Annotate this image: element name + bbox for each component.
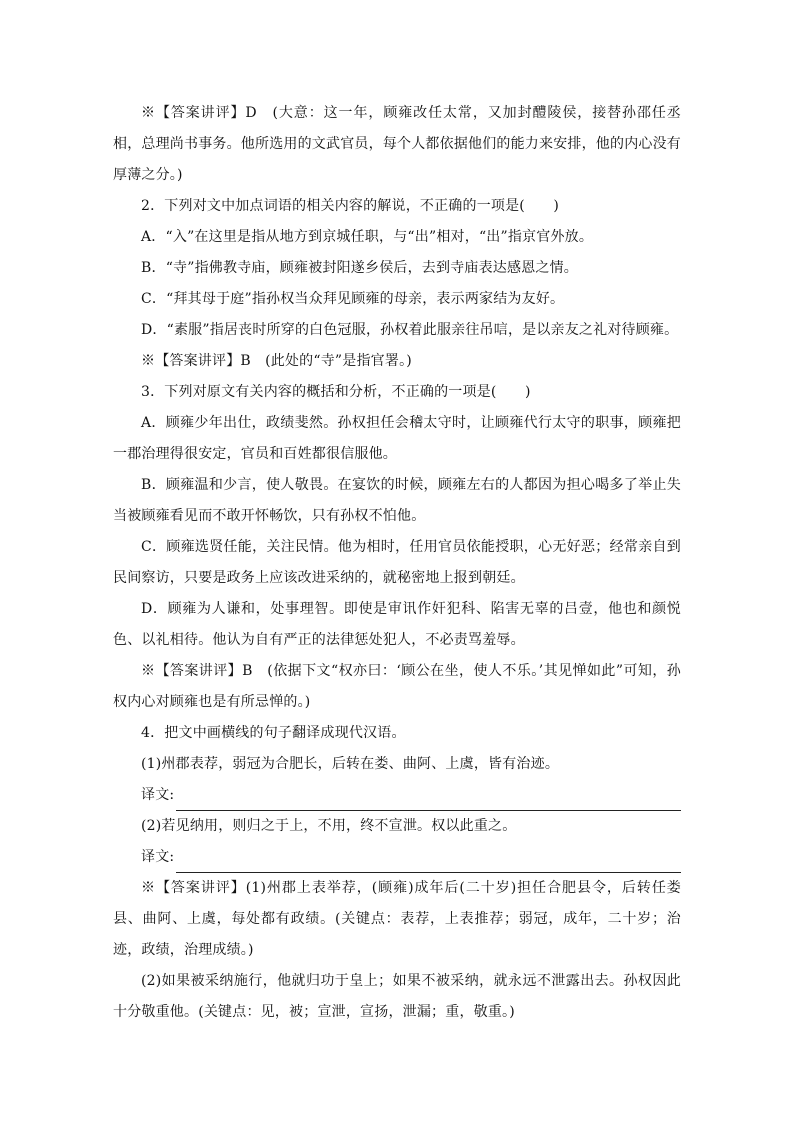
answer-explanation-2: ※【答案讲评】B (此处的“寺”是指官署。): [141, 353, 412, 369]
question-3: 3．下列对原文有关内容的概括和分析，不正确的一项是( ): [141, 384, 531, 400]
q3-option-c: C．顾雍选贤任能，关注民情。他为相时，任用官员依能授职，心无好恶；经常亲自到民间察访，只要是政务上应该改进采纳的，就秘密地上报到朝廷。: [113, 539, 681, 586]
answer-underline: [176, 850, 681, 873]
answer-underline: [176, 788, 681, 811]
answer-explanation-4-part2: (2)如果被采纳施行，他就归功于皇上；如果不被采纳，就永远不泄露出去。孙权因此十分敬重他。(关键点：见，被；宣泄，宣扬，泄漏；重，敬重。): [113, 973, 681, 1020]
answer-explanation-3: ※【答案讲评】B (依据下文“权亦曰：‘顾公在坐，使人不乐。’其见惮如此”可知，孙权内心对顾雍也是有所忌惮的。): [113, 663, 681, 710]
q2-option-a: A．“入”在这里是指从地方到京城任职，与“出”相对，“出”指京官外放。: [141, 229, 594, 245]
question-4: 4．把文中画横线的句子翻译成现代汉语。: [141, 725, 406, 741]
answer-explanation-4-part1: ※【答案讲评】(1)州郡上表举荐，(顾雍)成年后(二十岁)担任合肥县令，后转任娄县、曲阿、上虞，每处都有政绩。(关键点：表荐，上表推荐；弱冠，成年，二十岁；治迹，政绩，治理成绩。): [113, 880, 681, 958]
q2-option-b: B．“寺”指佛教寺庙，顾雍被封阳遂乡侯后，去到寺庙表达感恩之情。: [141, 260, 579, 276]
translation-blank-1: [113, 780, 681, 811]
translation-label: 译文:: [141, 787, 175, 803]
q4-sentence-1: (1)州郡表荐，弱冠为合肥长，后转在娄、曲阿、上虞，皆有治迹。: [141, 756, 560, 772]
q3-option-a: A．顾雍少年出仕，政绩斐然。孙权担任会稽太守时，让顾雍代行太守的职事，顾雍把一郡治理得很安定，官员和百姓都很信服他。: [113, 415, 681, 462]
q2-option-d: D．“素服”指居丧时所穿的白色冠服，孙权着此服亲往吊唁，是以亲友之礼对待顾雍。: [141, 322, 679, 338]
document-body: [113, 98, 681, 1028]
q4-sentence-2: (2)若见纳用，则归之于上，不用，终不宣泄。权以此重之。: [141, 818, 517, 834]
q3-option-b: B．顾雍温和少言，使人敬畏。在宴饮的时候，顾雍左右的人都因为担心喝多了举止失当被顾雍看见而不敢开怀畅饮，只有孙权不怕他。: [113, 477, 681, 524]
answer-explanation-1: ※【答案讲评】D (大意：这一年，顾雍改任太常，又加封醴陵侯，接替孙邵任丞相，总理尚书事务。他所选用的文武官员，每个人都依据他们的能力来安排，他的内心没有厚薄之分。): [113, 105, 681, 183]
q3-option-d: D．顾雍为人谦和，处事理智。即使是审讯作奸犯科、陷害无辜的吕壹，他也和颜悦色、以礼相待。他认为自有严正的法律惩处犯人，不必责骂羞辱。: [113, 601, 681, 648]
translation-label: 译文:: [141, 849, 175, 865]
question-2: 2．下列对文中加点词语的相关内容的解说，不正确的一项是( ): [141, 198, 560, 214]
q2-option-c: C．“拜其母于庭”指孙权当众拜见顾雍的母亲，表示两家结为友好。: [141, 291, 565, 307]
translation-blank-2: [113, 842, 681, 873]
